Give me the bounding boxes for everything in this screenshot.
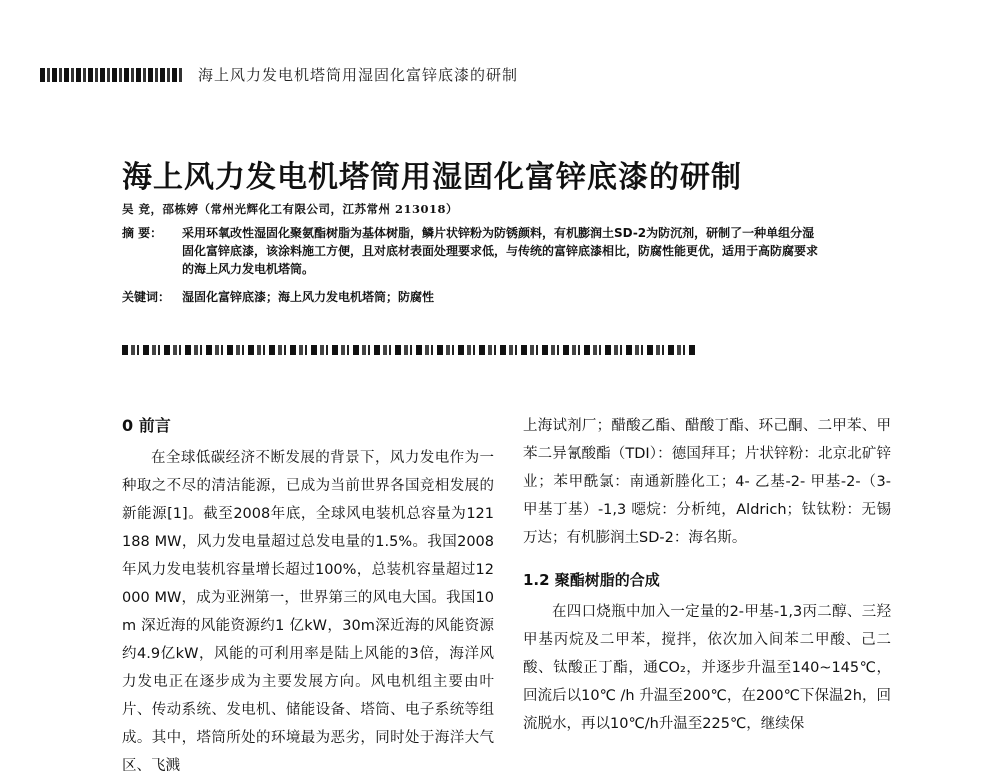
materials-paragraph: 上海试剂厂；醋酸乙酯、醋酸丁酯、环己酮、二甲苯、甲苯二异氰酸酯（TDI）：德国拜耳；片状锌粉：北京北矿锌业；苯甲酰氯：南通新塍化工；4- 乙基-2- 甲基-2-（3- 甲基丁基）-1,3 噁烷：分析纯，Aldrich；钛钛粉：无锡万达；有机膨润土SD-2：海名斯。 bbox=[523, 418, 891, 546]
paper-title: 海上风力发电机塔筒用湿固化富锌底漆的研制 bbox=[122, 160, 742, 195]
introduction-paragraph: 在全球低碳经济不断发展的背景下，风力发电作为一种取之不尽的清洁能源，已成为当前世界各国竞相发展的新能源[1]。截至2008年底，全球风电装机总容量为121 188 MW，风力发电量超过总发电量的1.5%。我国2008 年风力发电装机容量增长超过100%，总装机容量超过12 000 MW，成为亚洲第一，世界第三的风电大国。我国10 m 深近海的风能资源约1 亿kW，30m深近海的风能资源约4.9亿kW，风能的可利用率是陆上风能的3倍，海洋风力发电正在逐步成为主要发展方向。风电机组主要由叶片、传动系统、发电机、储能设备、塔筒、电子系统等组成。其中，塔筒所处的环境最为恶劣，同时处于海洋大气区、飞溅 bbox=[122, 450, 494, 774]
left-column bbox=[122, 412, 494, 780]
decorative-divider bbox=[122, 345, 697, 355]
abstract bbox=[122, 224, 822, 278]
running-title: 海上风力发电机塔筒用湿固化富锌底漆的研制 bbox=[198, 66, 519, 84]
author-line: 吴 竞，邵栋婷（常州光辉化工有限公司，江苏常州 213018） bbox=[122, 202, 459, 216]
journal-logo bbox=[40, 68, 182, 82]
section-heading-introduction: 0 前言 bbox=[122, 416, 171, 435]
synthesis-paragraph: 在四口烧瓶中加入一定量的2-甲基-1,3丙二醇、三羟甲基丙烷及二甲苯，搅拌，依次加入间苯二甲酸、己二酸、钛酸正丁酯，通CO₂，并逐步升温至140~145℃，回流后以10℃ /h 升温至200℃，在200℃下保温2h，回流脱水，再以10℃/h升温至225℃，继续保 bbox=[523, 604, 891, 732]
right-column bbox=[523, 412, 891, 738]
abstract-label: 摘 要： bbox=[122, 226, 163, 240]
keywords bbox=[122, 288, 822, 306]
running-header bbox=[40, 64, 518, 85]
keywords-label: 关键词： bbox=[122, 290, 171, 304]
subsection-heading-synthesis: 1.2 聚酯树脂的合成 bbox=[523, 571, 660, 589]
keywords-text: 湿固化富锌底漆；海上风力发电机塔筒；防腐性 bbox=[182, 290, 435, 304]
abstract-text: 采用环氧改性湿固化聚氨酯树脂为基体树脂，鳞片状锌粉为防锈颜料，有机膨润土SD-2为防沉剂，研制了一种单组分湿固化富锌底漆，该涂料施工方便，且对底材表面处理要求低，与传统的富锌底漆相比，防腐性能更优，适用于高防腐要求的海上风力发电机塔筒。 bbox=[182, 226, 819, 276]
